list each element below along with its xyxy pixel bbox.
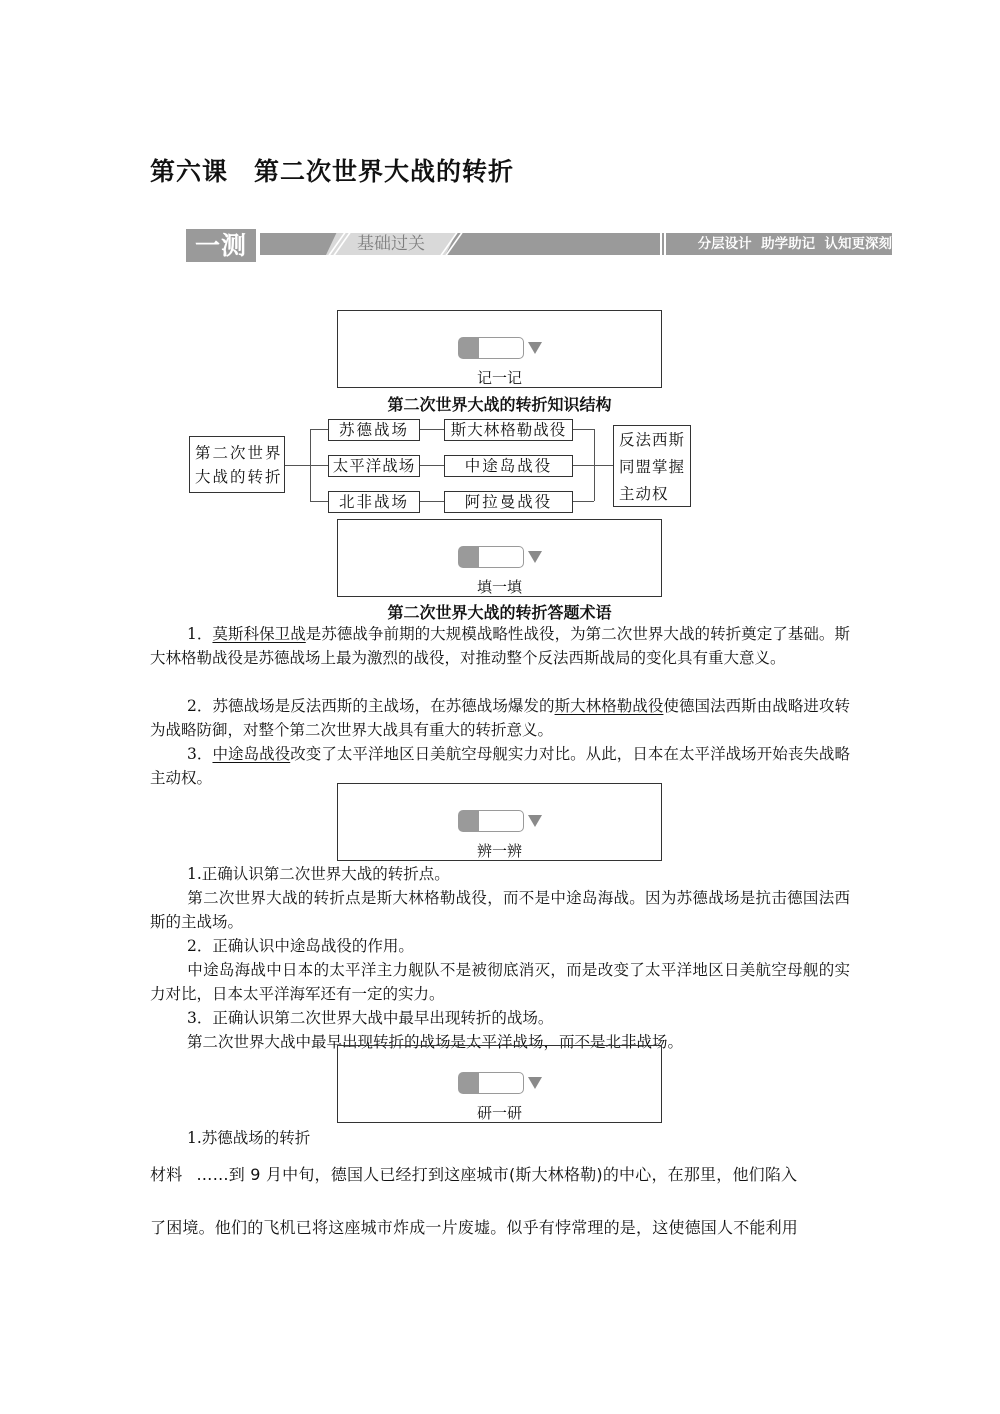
material-text: 了困境。他们的飞机已将这座城市炸成一片废墟。似乎有悖常理的是，这使德国人不能利用 <box>150 1218 799 1237</box>
triangle-down-icon <box>528 551 542 563</box>
connector-line <box>573 465 613 466</box>
material-label: 材料 <box>150 1165 183 1184</box>
section-box-bianyibian <box>337 783 662 861</box>
diagram-root <box>189 436 285 493</box>
distinguish-heading-3 <box>150 1006 850 1030</box>
item-number: 1． <box>187 625 213 643</box>
diagram-front: 苏德战场 <box>328 419 420 441</box>
distinguish-body: 第二次世界大战中最早出现转折的战场是太平洋战场，而不是北非战场。 <box>187 1033 684 1051</box>
section-caption: 第二次世界大战的转折知识结构 <box>387 395 612 414</box>
key-term: 斯大林格勒战役 <box>554 697 664 715</box>
distinguish-body-1 <box>150 886 850 934</box>
banner-mid-label: 基础过关 <box>357 234 425 254</box>
fill-item-2 <box>150 694 850 742</box>
section-tab-icon <box>458 810 542 832</box>
diagram-root-line: 大战的转折 <box>195 468 283 486</box>
item-number: 3． <box>187 745 213 763</box>
connector-line <box>310 429 328 430</box>
section-tab-icon <box>458 1072 542 1094</box>
triangle-down-icon <box>528 815 542 827</box>
connector-line <box>310 501 328 502</box>
section-box-yanyiyan <box>337 1045 662 1123</box>
key-term: 莫斯科保卫战 <box>212 625 306 643</box>
section-tab-icon <box>458 337 542 359</box>
section-label: 研一研 <box>476 1104 522 1122</box>
connector-line <box>573 429 594 430</box>
study-heading <box>150 1126 850 1150</box>
diagram-result-line: 主动权 <box>619 485 669 503</box>
diagram-battle: 斯大林格勒战役 <box>444 419 573 441</box>
section-box-jiyiji <box>337 310 662 388</box>
distinguish-heading: 1.正确认识第二次世界大战的转折点。 <box>187 865 450 883</box>
connector-line <box>420 501 444 502</box>
fill-item-1 <box>150 622 850 670</box>
key-term: 中途岛战役 <box>212 745 291 763</box>
material-text: ……到 9 月中旬，德国人已经打到这座城市(斯大林格勒)的中心，在那里，他们陷入 <box>196 1165 798 1184</box>
diagram-result-line: 反法西斯 <box>619 431 686 449</box>
material-line-1 <box>150 1163 850 1187</box>
connector-line <box>594 429 595 501</box>
section-banner <box>186 229 892 262</box>
connector-line <box>420 429 444 430</box>
study-heading-text: 1.苏德战场的转折 <box>187 1129 311 1147</box>
item-number: 2． <box>187 697 213 715</box>
section-caption: 第二次世界大战的转折答题术语 <box>387 603 612 622</box>
distinguish-heading: 2．正确认识中途岛战役的作用。 <box>187 937 414 955</box>
section-label: 辨一辨 <box>476 842 522 860</box>
diagram-front: 太平洋战场 <box>328 455 420 477</box>
banner-slogan: 分层设计 助学助记 认知更深刻 <box>697 236 892 252</box>
connector-line <box>285 465 310 466</box>
diagram-result-line: 同盟掌握 <box>619 458 686 476</box>
banner-gap <box>256 229 260 262</box>
section-box-tianyitian <box>337 519 662 597</box>
triangle-down-icon <box>528 342 542 354</box>
distinguish-heading: 3．正确认识第二次世界大战中最早出现转折的战场。 <box>187 1009 554 1027</box>
diagram-front: 北非战场 <box>328 491 420 513</box>
item-text: 使德国法西斯由战略进攻转为战略防御，对整个第二次世界大战具有重大的转折意义。 <box>150 697 850 739</box>
connector-line <box>310 465 328 466</box>
connector-line <box>420 465 444 466</box>
item-text: 苏德战场是反法西斯的主战场，在苏德战场爆发的 <box>212 697 555 715</box>
material-line-2 <box>150 1216 850 1240</box>
diagram-root-line: 第二次世界 <box>195 444 283 462</box>
distinguish-heading-1 <box>150 862 850 886</box>
connector-line <box>573 501 594 502</box>
section-label: 填一填 <box>476 578 522 596</box>
diagram-battle: 中途岛战役 <box>444 455 573 477</box>
bar-divider <box>660 229 662 262</box>
triangle-down-icon <box>528 1077 542 1089</box>
item-text: 改变了太平洋地区日美航空母舰实力对比。从此，日本在太平洋战场开始丧失战略主动权。 <box>150 745 850 787</box>
distinguish-body: 第二次世界大战的转折点是斯大林格勒战役，而不是中途岛海战。因为苏德战场是抗击德国法西斯的主战场。 <box>150 889 850 931</box>
diagram-battle: 阿拉曼战役 <box>444 491 573 513</box>
distinguish-body-2 <box>150 958 850 1006</box>
banner-lead: 一测 <box>186 229 256 262</box>
page-title: 第六课 第二次世界大战的转折 <box>150 157 515 186</box>
section-tab-icon <box>458 546 542 568</box>
section-label: 记一记 <box>476 369 522 387</box>
distinguish-heading-2 <box>150 934 850 958</box>
diagram-result <box>613 425 691 507</box>
item-text: 是苏德战争前期的大规模战略性战役，为第二次世界大战的转折奠定了基础。斯大林格勒战役是苏德战场上最为激烈的战役，对推动整个反法西斯战局的变化具有重大意义。 <box>150 625 850 667</box>
distinguish-body: 中途岛海战中日本的太平洋主力舰队不是被彻底消灭，而是改变了太平洋地区日美航空母舰的实力对比，日本太平洋海军还有一定的实力。 <box>150 961 850 1003</box>
